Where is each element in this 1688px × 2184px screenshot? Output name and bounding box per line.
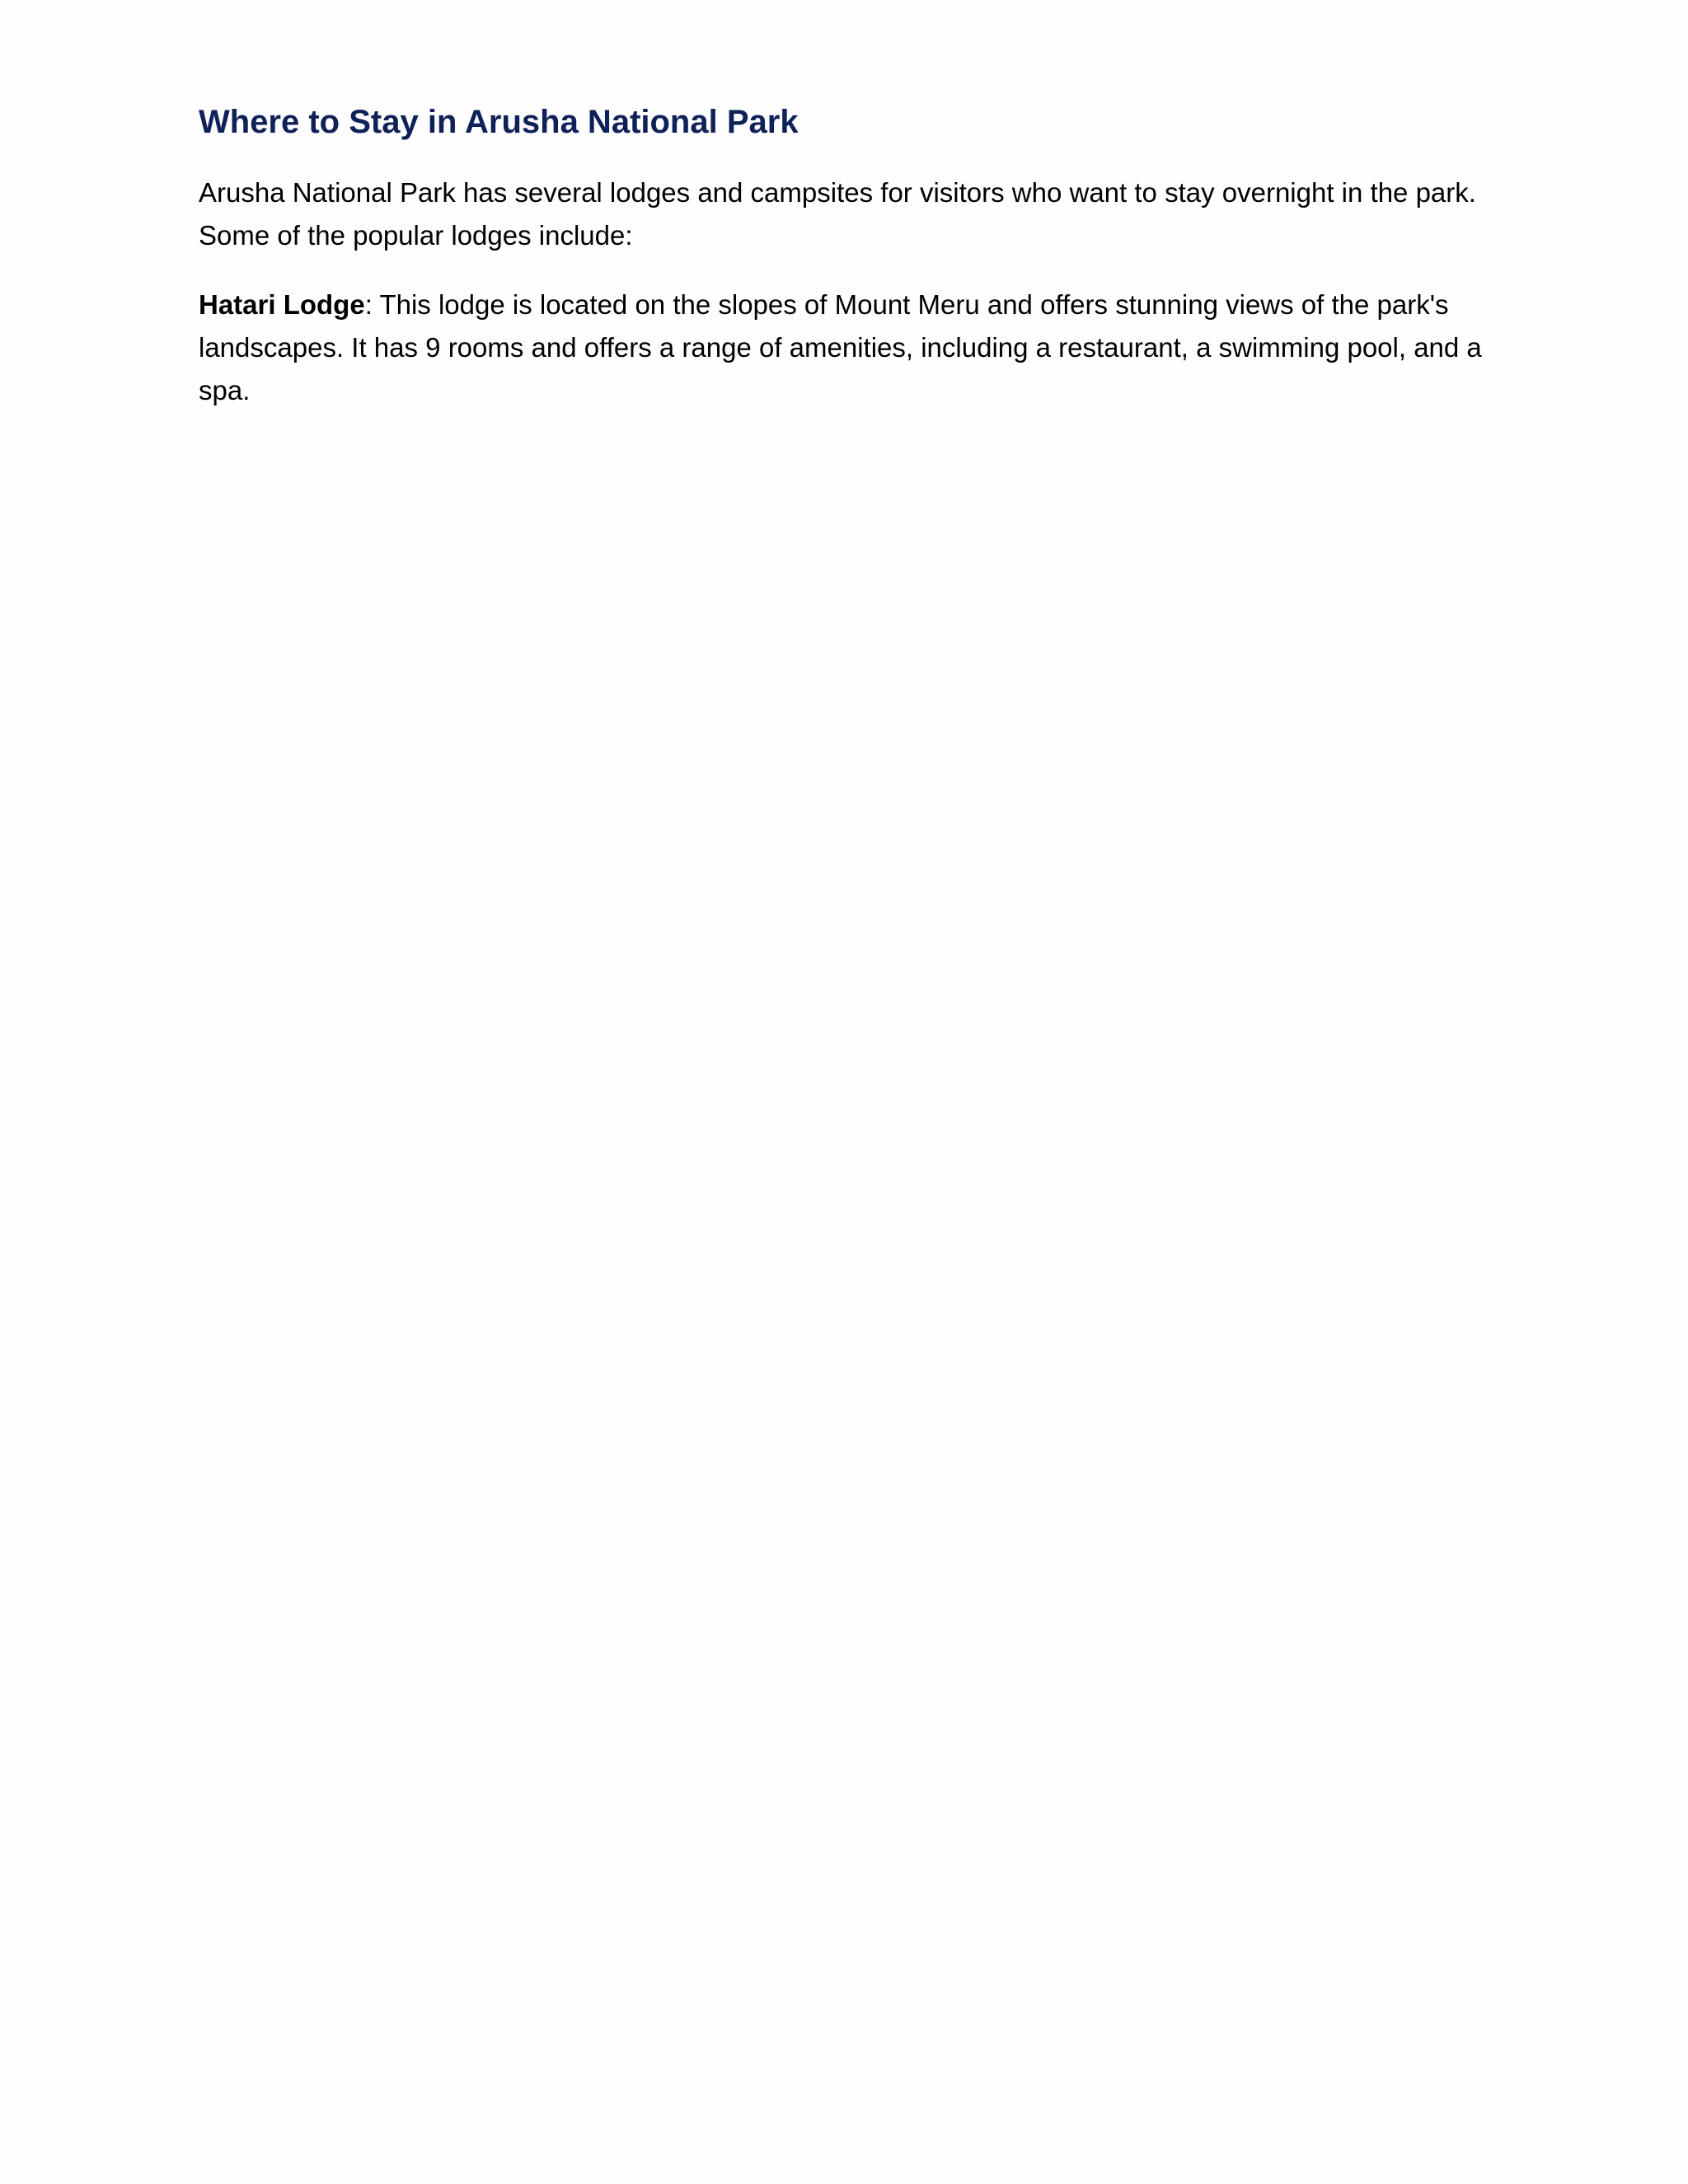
- lodge-name-separator: :: [364, 289, 373, 320]
- lodge-description: This lodge is located on the slopes of Mount Meru and offers stunning views of the park's landscapes. It has 9 rooms and offers a range of amenities, including a restaurant, a swimming pool, and a spa.: [199, 289, 1482, 405]
- intro-paragraph: Arusha National Park has several lodges and campsites for visitors who want to stay overnight in the park. Some of the popular lodges include:: [199, 177, 1476, 251]
- document-content: [199, 97, 1493, 412]
- lodge-name: Hatari Lodge: [199, 289, 365, 320]
- page-title: Where to Stay in Arusha National Park: [199, 104, 799, 140]
- lodge-paragraph: [199, 284, 1493, 412]
